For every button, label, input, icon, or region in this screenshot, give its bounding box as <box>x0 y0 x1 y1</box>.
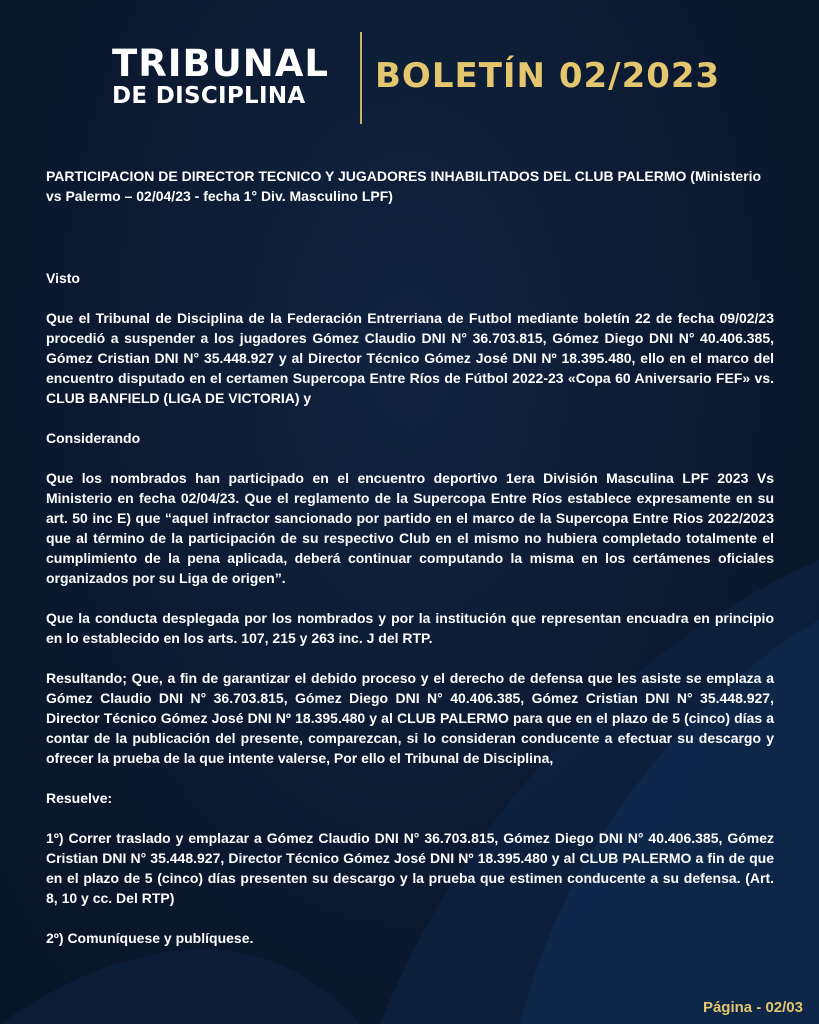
considerando-paragraph-1: Que los nombrados han participado en el encuentro deportivo 1era División Masculina LPF 2023 Vs Ministerio en fecha 02/04/23. Que el reglamento de la Supercopa Entre Ríos establece expresamente en su art. 50 inc E) que “aquel infractor sancionado por partido en el marco de la Supercopa Entre Rios 2022/2023 que al término de la participación de su respectivo Club en el mismo no hubiera completado totalmente el cumplimiento de la pena aplicada, deberá continuar computando la misma en los certámenes oficiales organizados por su Liga de origen”. <box>46 470 774 586</box>
resuelve-item-2: 2º) Comuníquese y publíquese. <box>46 930 254 946</box>
considerando-heading: Considerando <box>46 430 141 446</box>
bulletin-number: BOLETÍN 02/2023 <box>375 56 721 96</box>
considerando-paragraph-2: Que la conducta desplegada por los nombrados y por la institución que representan encuadra en principio en lo establecido en los arts. 107, 215 y 263 inc. J del RTP. <box>46 610 774 646</box>
document-body <box>46 166 774 968</box>
visto-heading: Visto <box>46 270 80 286</box>
resultando-paragraph: Resultando; Que, a fin de garantizar el debido proceso y el derecho de defensa que les asiste se emplaza a Gómez Claudio DNI N° 36.703.815, Gómez Diego DNI N° 40.406.385, Gómez Cristian DNI N° 35.448.927, Director Técnico Gómez José DNI Nº 18.395.480 y al CLUB PALERMO para que en el plazo de 5 (cinco) días a contar de la publicación del presente, comparezcan, si lo consideran conducente a efectuar su descargo y ofrecer la prueba de la que intente valerse, Por ello el Tribunal de Disciplina, <box>46 670 774 766</box>
resuelve-item-1: 1º) Correr traslado y emplazar a Gómez Claudio DNI N° 36.703.815, Gómez Diego DNI N° 40.406.385, Gómez Cristian DNI N° 35.448.927, Director Técnico Gómez José DNI Nº 18.395.480 y al CLUB PALERMO a fin de que en el plazo de 5 (cinco) días presenten su descargo y la prueba que estimen conducente a su defensa. (Art. 8, 10 y cc. Del RTP) <box>46 830 774 906</box>
header-divider <box>360 32 362 124</box>
visto-paragraph: Que el Tribunal de Disciplina de la Federación Entrerriana de Futbol mediante boletín 22 de fecha 09/02/23 procedió a suspender a los jugadores Gómez Claudio DNI N° 36.703.815, Gómez Diego DNI N° 40.406.385, Gómez Cristian DNI N° 35.448.927 y al Director Técnico Gómez José DNI Nº 18.395.480, ello en el marco del encuentro disputado en el certamen Supercopa Entre Ríos de Fútbol 2022-23 «Copa 60 Aniversario FEF» vs. CLUB BANFIELD (LIGA DE VICTORIA) y <box>46 310 774 406</box>
header <box>0 30 819 130</box>
subject-heading: PARTICIPACION DE DIRECTOR TECNICO Y JUGADORES INHABILITADOS DEL CLUB PALERMO (Ministerio vs Palermo – 02/04/23 - fecha 1° Div. Masculino LPF) <box>46 168 762 204</box>
brand-title: TRIBUNAL <box>112 42 329 85</box>
resuelve-heading: Resuelve: <box>46 790 113 806</box>
brand-subtitle: DE DISCIPLINA <box>112 83 306 109</box>
page-number: Página - 02/03 <box>702 999 803 1016</box>
